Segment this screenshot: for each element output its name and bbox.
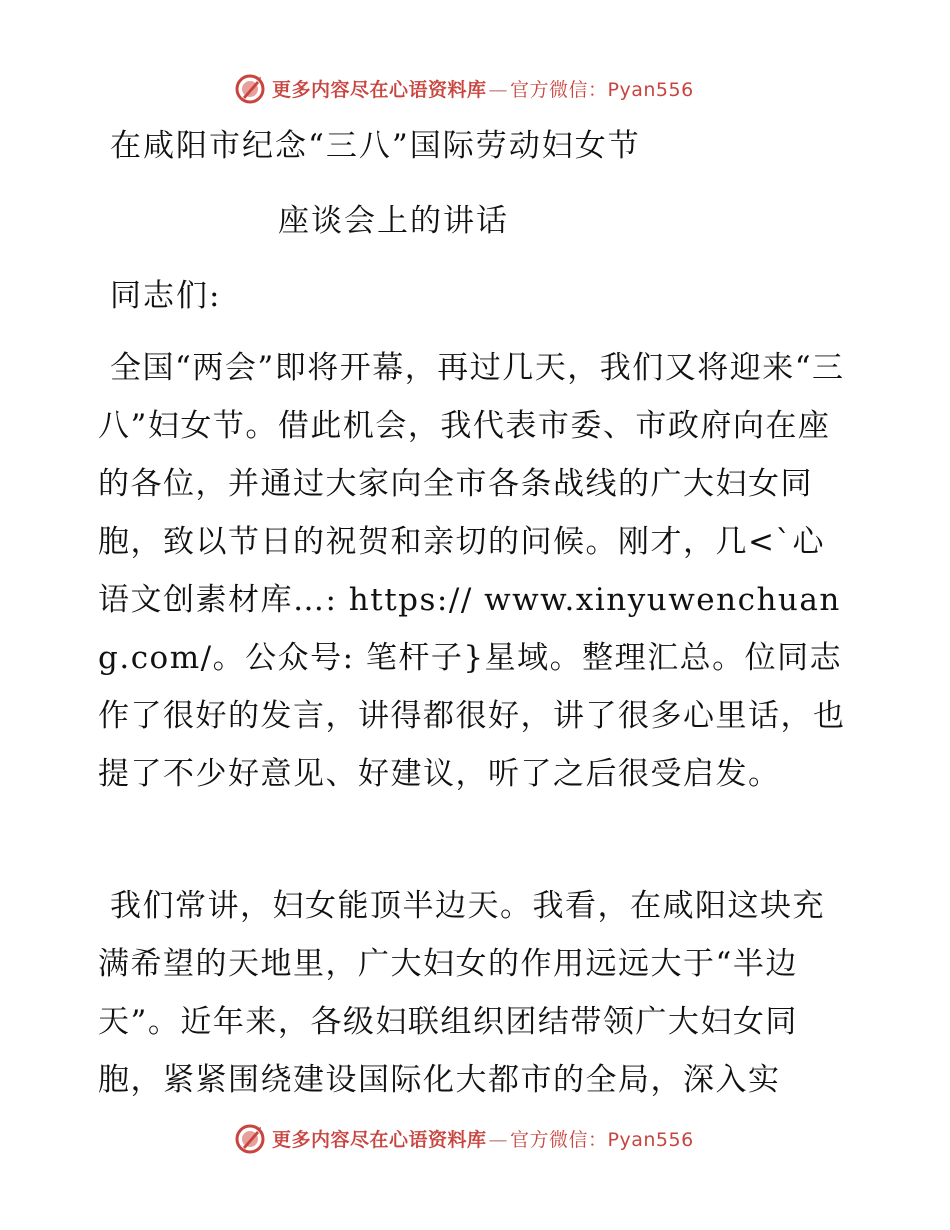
watermark-main-text: 更多内容尽在心语资料库 — [272, 79, 487, 101]
document-title-line-1: 在咸阳市纪念“三八”国际劳动妇女节 — [110, 128, 641, 164]
watermark-separator: — — [488, 79, 509, 101]
watermark-sub-text: 官方微信：Pyan556 — [510, 79, 694, 101]
watermark-main-text: 更多内容尽在心语资料库 — [272, 1129, 487, 1151]
salutation: 同志们: — [110, 278, 222, 314]
document-title-line-2: 座谈会上的讲话 — [278, 203, 509, 239]
watermark-text — [272, 1128, 694, 1152]
body-paragraph-2: 我们常讲，妇女能顶半边天。我看，在咸阳这块充满希望的天地里，广大妇女的作用远远大于“半边天”。近年来，各级妇联组织团结带领广大妇女同胞，紧紧围绕建设国际化大都市的全局，深入实 — [98, 888, 825, 1098]
watermark-text — [272, 78, 694, 102]
watermark-sub-text: 官方微信：Pyan556 — [510, 1129, 694, 1151]
body-paragraph-1: 全国“两会”即将开幕，再过几天，我们又将迎来“三八”妇女节。借此机会，我代表市委、市政府向在座的各位，并通过大家向全市各条战线的广大妇女同胞，致以节日的祝贺和亲切的问候。刚才，几<`心语文创素材库…: https:// www.xinyuwenchuang.com/。公众号: 笔杆子}星域。整理汇总。位同志作了很好的发言，讲得都很好，讲了很多心里话，也提了不少好意见、好建议，听了之后很受启发。 — [98, 350, 846, 792]
quill-logo-icon — [234, 1123, 266, 1155]
quill-logo-icon — [234, 73, 266, 105]
watermark-banner-top — [0, 70, 950, 110]
watermark-banner-bottom — [0, 1120, 950, 1160]
watermark-separator: — — [488, 1129, 509, 1151]
